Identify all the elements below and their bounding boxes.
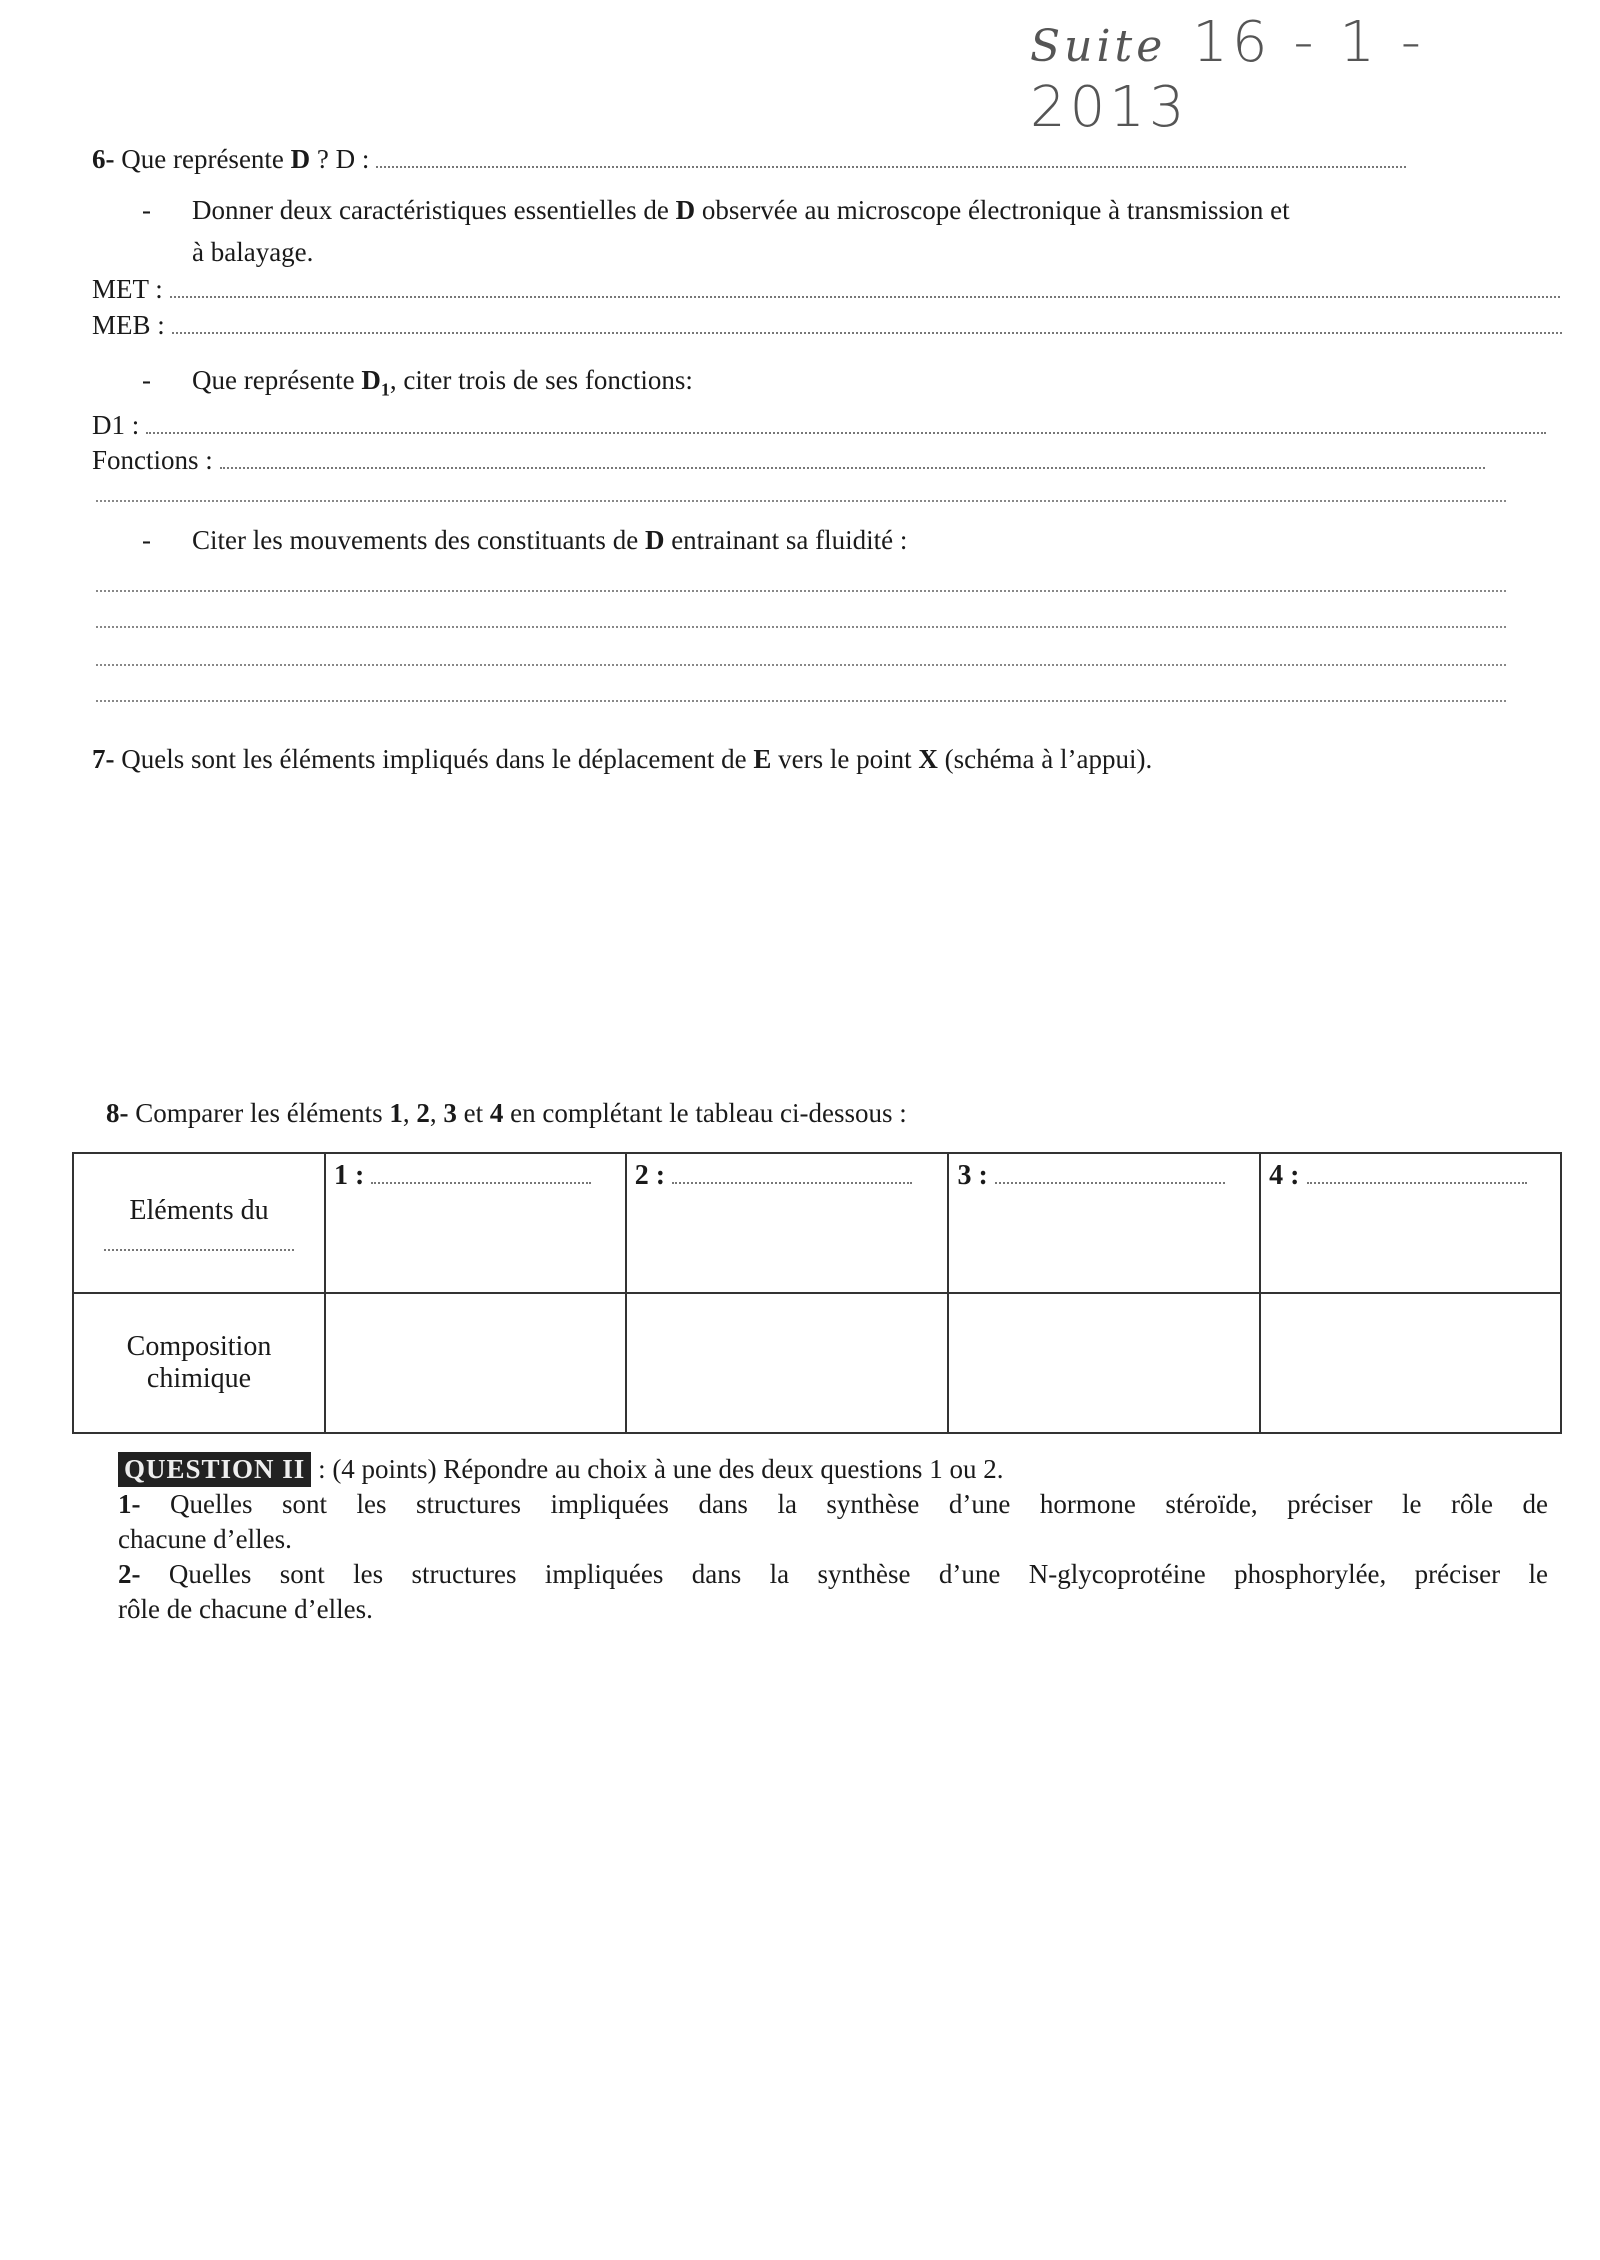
item-1-line2: chacune d’elles. [118, 1524, 292, 1554]
met-label: MET : [92, 274, 163, 304]
question-2-intro-text: : (4 points) Répondre au choix à une des deux questions 1 ou 2. [311, 1454, 1004, 1484]
row-label-composition-line1: Composition [126, 1331, 272, 1362]
q7-text3: (schéma à l’appui). [937, 744, 1153, 774]
answer-dotline [104, 1249, 294, 1251]
question-2-item-2 [118, 1557, 1548, 1592]
answer-dotline [146, 408, 1546, 434]
q6-b2-sub: 1 [380, 379, 390, 400]
answer-dotline [96, 500, 1506, 502]
q7-var-x: X [918, 744, 938, 774]
table-cell-composition-3[interactable] [948, 1293, 1260, 1433]
q6-bullet-3: - Citer les mouvements des constituants de D entrainant sa fluidité : [142, 525, 908, 555]
q8-text2: en complétant le tableau ci-dessous : [503, 1098, 907, 1128]
q8-n1: 1 [389, 1098, 403, 1128]
answer-dotline [1307, 1158, 1527, 1184]
q8-question [106, 1096, 907, 1130]
q7-number: 7- [92, 744, 115, 774]
table-cell-3[interactable] [948, 1153, 1260, 1293]
handwritten-word: Suite [1030, 21, 1167, 72]
q6-b1-text2: observée au microscope électronique à transmission et [695, 195, 1290, 225]
answer-dotline [220, 443, 1485, 469]
q8-sep2: , [429, 1098, 444, 1128]
row-label-elements-text: Eléments du [129, 1195, 269, 1226]
table-cell-composition-1[interactable] [325, 1293, 626, 1433]
question-2-item-1 [118, 1487, 1548, 1522]
q6-bullet-1: - Donner deux caractéristiques essentielles de D observée au microscope électronique à transmission et [142, 195, 1290, 225]
q6-b2-var: D [361, 365, 381, 395]
q8-n2: 2 [416, 1098, 430, 1128]
meb-label: MEB : [92, 310, 165, 340]
answer-dotline [995, 1158, 1225, 1184]
q6-text-rest: ? D : [310, 144, 370, 174]
q8-text1: Comparer les éléments [128, 1098, 390, 1128]
table-row [73, 1153, 1561, 1293]
question-2-tag: QUESTION II [118, 1452, 311, 1487]
q6-var: D [290, 144, 311, 174]
item-1-line1: Quelles sont les structures impliquées dans la synthèse d’une hormone stéroïde, préciser le rôle de [140, 1489, 1548, 1519]
met-line [92, 272, 1560, 306]
q6-bullet-2: - Que représente $D_1$, citer trois de ses fonctions: [142, 365, 693, 400]
table-row [73, 1293, 1561, 1433]
handwritten-date [1030, 10, 1600, 140]
question-2-block [118, 1452, 1548, 1627]
row-label-composition [73, 1293, 325, 1433]
table-cell-4[interactable] [1260, 1153, 1561, 1293]
fonctions-label: Fonctions : [92, 445, 213, 475]
q6-b2-text1: Que représente [192, 365, 362, 395]
q6-b2-text2: , citer trois de ses fonctions: [389, 365, 693, 395]
answer-dotline [96, 626, 1506, 628]
table-cell-1[interactable] [325, 1153, 626, 1293]
q8-number: 8- [106, 1098, 129, 1128]
question-2-intro [118, 1452, 1548, 1487]
q7-question [92, 742, 1152, 776]
q6-b3-var: D [644, 525, 665, 555]
table-cell-composition-4[interactable] [1260, 1293, 1561, 1433]
q8-sep3: et [456, 1098, 490, 1128]
q6-b3-text2: entrainant sa fluidité : [664, 525, 908, 555]
d1-label: D1 : [92, 410, 140, 440]
answer-dotline [371, 1158, 591, 1184]
q6-bullet-1-line2: à balayage. [192, 237, 314, 267]
col-header-4: 4 : [1269, 1160, 1300, 1191]
q6-b1-var: D [675, 195, 696, 225]
q6-text: Que représente [114, 144, 291, 174]
item-2-line2: rôle de chacune d’elles. [118, 1594, 373, 1624]
fonctions-line [92, 443, 1485, 477]
q7-text2: vers le point [771, 744, 919, 774]
answer-dotline [96, 664, 1506, 666]
handwritten-date-value: 16 - 1 - 2013 [1030, 10, 1425, 140]
q8-n4: 4 [489, 1098, 504, 1128]
answer-dotline [376, 142, 1406, 168]
answer-dotline [672, 1158, 912, 1184]
answer-dotline [96, 590, 1506, 592]
col-header-3: 3 : [957, 1160, 988, 1191]
row-label-composition-line2: chimique [146, 1363, 252, 1394]
meb-line [92, 308, 1562, 342]
item-2-number: 2- [118, 1559, 141, 1589]
answer-dotline [96, 700, 1506, 702]
col-header-1: 1 : [334, 1160, 365, 1191]
q7-text1: Quels sont les éléments impliqués dans le déplacement de [114, 744, 754, 774]
q8-n3: 3 [443, 1098, 457, 1128]
q6-b1-text1: Donner deux caractéristiques essentielles de [192, 195, 676, 225]
answer-dotline [172, 308, 1562, 334]
q8-sep1: , [402, 1098, 417, 1128]
answer-dotline [170, 272, 1560, 298]
item-1-number: 1- [118, 1489, 141, 1519]
q6-question [92, 142, 1406, 176]
q7-var-e: E [753, 744, 772, 774]
q6-number: 6- [92, 144, 115, 174]
comparison-table [72, 1152, 1562, 1434]
table-cell-composition-2[interactable] [626, 1293, 949, 1433]
q6-b3-text1: Citer les mouvements des constituants de [192, 525, 645, 555]
col-header-2: 2 : [634, 1160, 666, 1191]
d1-line [92, 408, 1546, 442]
table-cell-2[interactable] [626, 1153, 949, 1293]
item-2-line1: Quelles sont les structures impliquées dans la synthèse d’une N-glycoprotéine phosphorylée, préciser le [140, 1559, 1548, 1589]
row-label-elements [73, 1153, 325, 1293]
